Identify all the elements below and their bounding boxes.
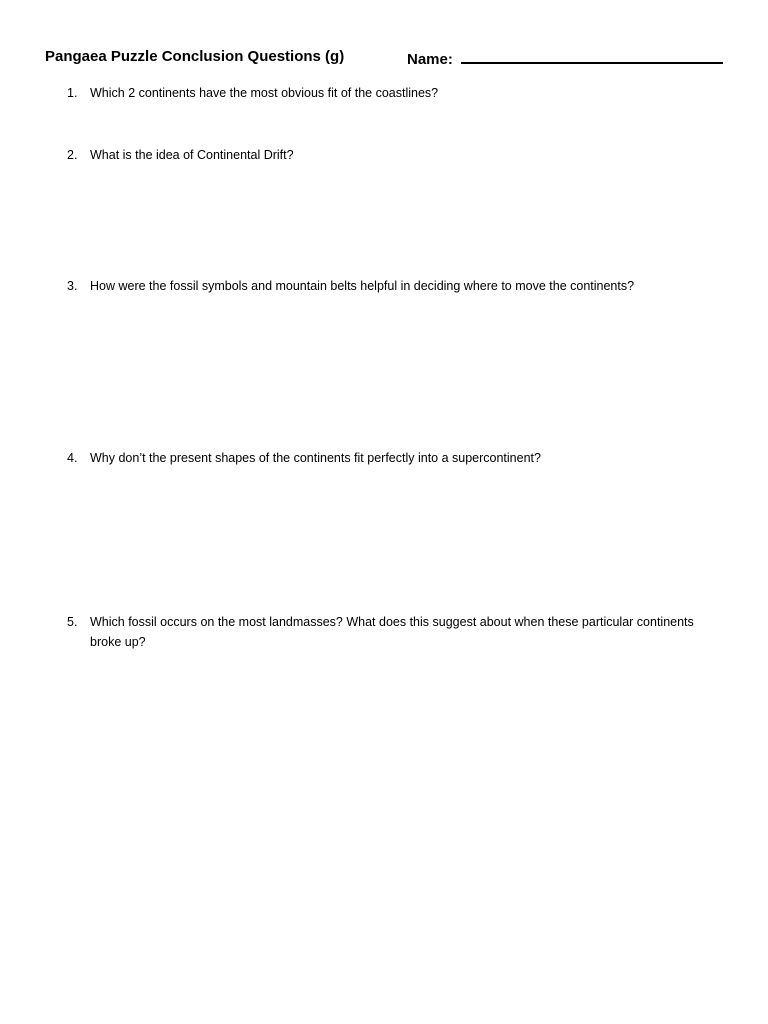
- question-number: 5.: [67, 615, 78, 629]
- question-2: [67, 145, 717, 165]
- worksheet-header: [45, 48, 725, 72]
- question-5: [67, 612, 717, 652]
- question-number: 3.: [67, 279, 78, 293]
- question-text: Which 2 continents have the most obvious fit of the coastlines?: [90, 86, 439, 100]
- question-3: [67, 276, 717, 296]
- question-text: How were the fossil symbols and mountain belts helpful in deciding where to move the continents?: [90, 279, 635, 293]
- question-text: Which fossil occurs on the most landmasses? What does this suggest about when these particular continents broke up?: [90, 615, 694, 649]
- name-field: [407, 48, 723, 68]
- question-number: 1.: [67, 86, 78, 100]
- question-text: What is the idea of Continental Drift?: [90, 148, 294, 162]
- question-4: [67, 448, 717, 468]
- question-text: Why don’t the present shapes of the continents fit perfectly into a supercontinent?: [90, 451, 541, 465]
- question-1: [67, 83, 717, 103]
- name-blank-line: [461, 48, 723, 64]
- question-number: 4.: [67, 451, 78, 465]
- worksheet-title: Pangaea Puzzle Conclusion Questions (g): [45, 48, 345, 65]
- name-label: Name:: [407, 51, 453, 68]
- question-number: 2.: [67, 148, 78, 162]
